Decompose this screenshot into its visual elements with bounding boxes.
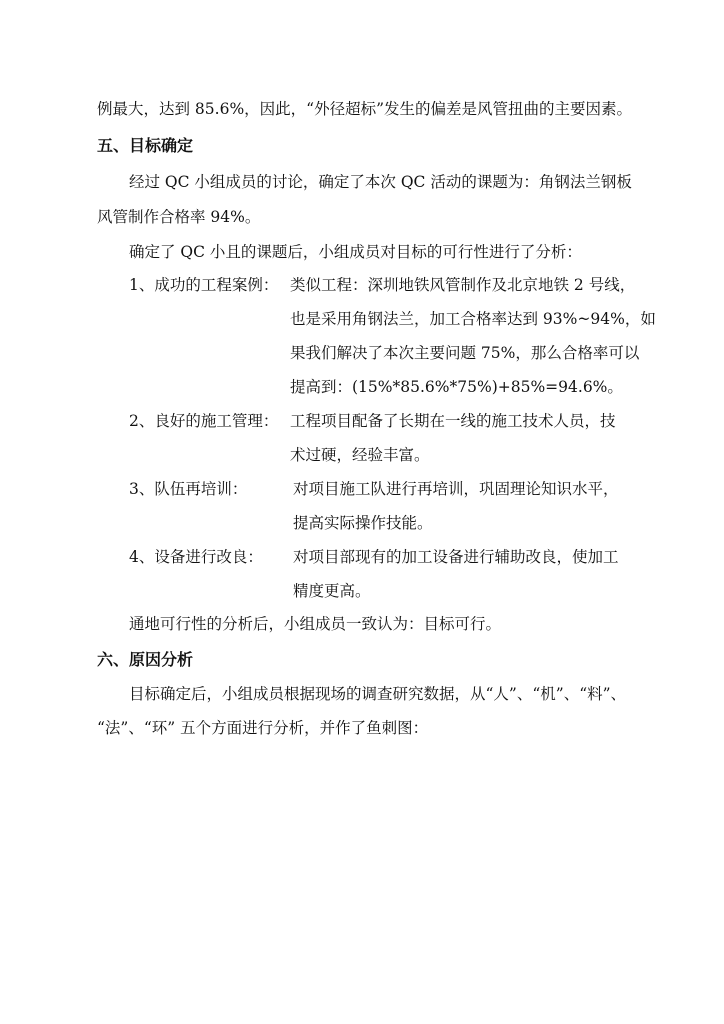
item-3-line-1: 对项目施工队进行再培训，巩固理论知识水平， [293, 480, 619, 498]
item-4-line-1: 对项目部现有的加工设备进行辅助改良，使加工 [293, 548, 619, 566]
item-1-line-2: 也是采用角钢法兰，加工合格率达到 93%~94%，如 [290, 310, 656, 328]
section-5-paragraph-1-line-2: 风管制作合格率 94%。 [97, 208, 261, 226]
item-2-line-2: 术过硬，经验丰富。 [290, 446, 430, 464]
section-6-heading: 六、原因分析 [97, 650, 194, 669]
item-3-label: 3、队伍再培训： [129, 480, 248, 498]
item-2-line-1: 工程项目配备了长期在一线的施工技术人员，技 [290, 412, 616, 430]
section-5-paragraph-2: 确定了 QC 小且的课题后，小组成员对目标的可行性进行了分析： [129, 243, 582, 261]
item-3-line-2: 提高实际操作技能。 [293, 514, 433, 532]
section-5-conclusion: 通地可行性的分析后，小组成员一致认为：目标可行。 [129, 615, 502, 633]
item-2-label: 2、良好的施工管理： [129, 412, 279, 430]
section-5-paragraph-1-line-1: 经过 QC 小组成员的讨论，确定了本次 QC 活动的课题为：角钢法兰钢板 [129, 173, 632, 191]
item-4-label: 4、设备进行改良： [129, 548, 263, 566]
item-4-line-2: 精度更高。 [293, 582, 371, 600]
section-6-paragraph-line-2: “法”、“环” 五个方面进行分析，并作了鱼刺图： [97, 719, 429, 737]
section-6-paragraph-line-1: 目标确定后，小组成员根据现场的调查研究数据，从“人”、“机”、“料”、 [129, 685, 627, 703]
item-1-line-1: 类似工程：深圳地铁风管制作及北京地铁 2 号线， [290, 276, 636, 294]
intro-line: 例最大，达到 85.6%，因此，“外径超标”发生的偏差是风管扭曲的主要因素。 [97, 100, 633, 118]
item-1-line-3: 果我们解决了本次主要问题 75%，那么合格率可以 [290, 344, 640, 362]
item-1-line-4: 提高到：(15%*85.6%*75%)+85%=94.6%。 [290, 378, 623, 396]
item-1-label: 1、成功的工程案例： [129, 276, 279, 294]
section-5-heading: 五、目标确定 [97, 136, 194, 155]
